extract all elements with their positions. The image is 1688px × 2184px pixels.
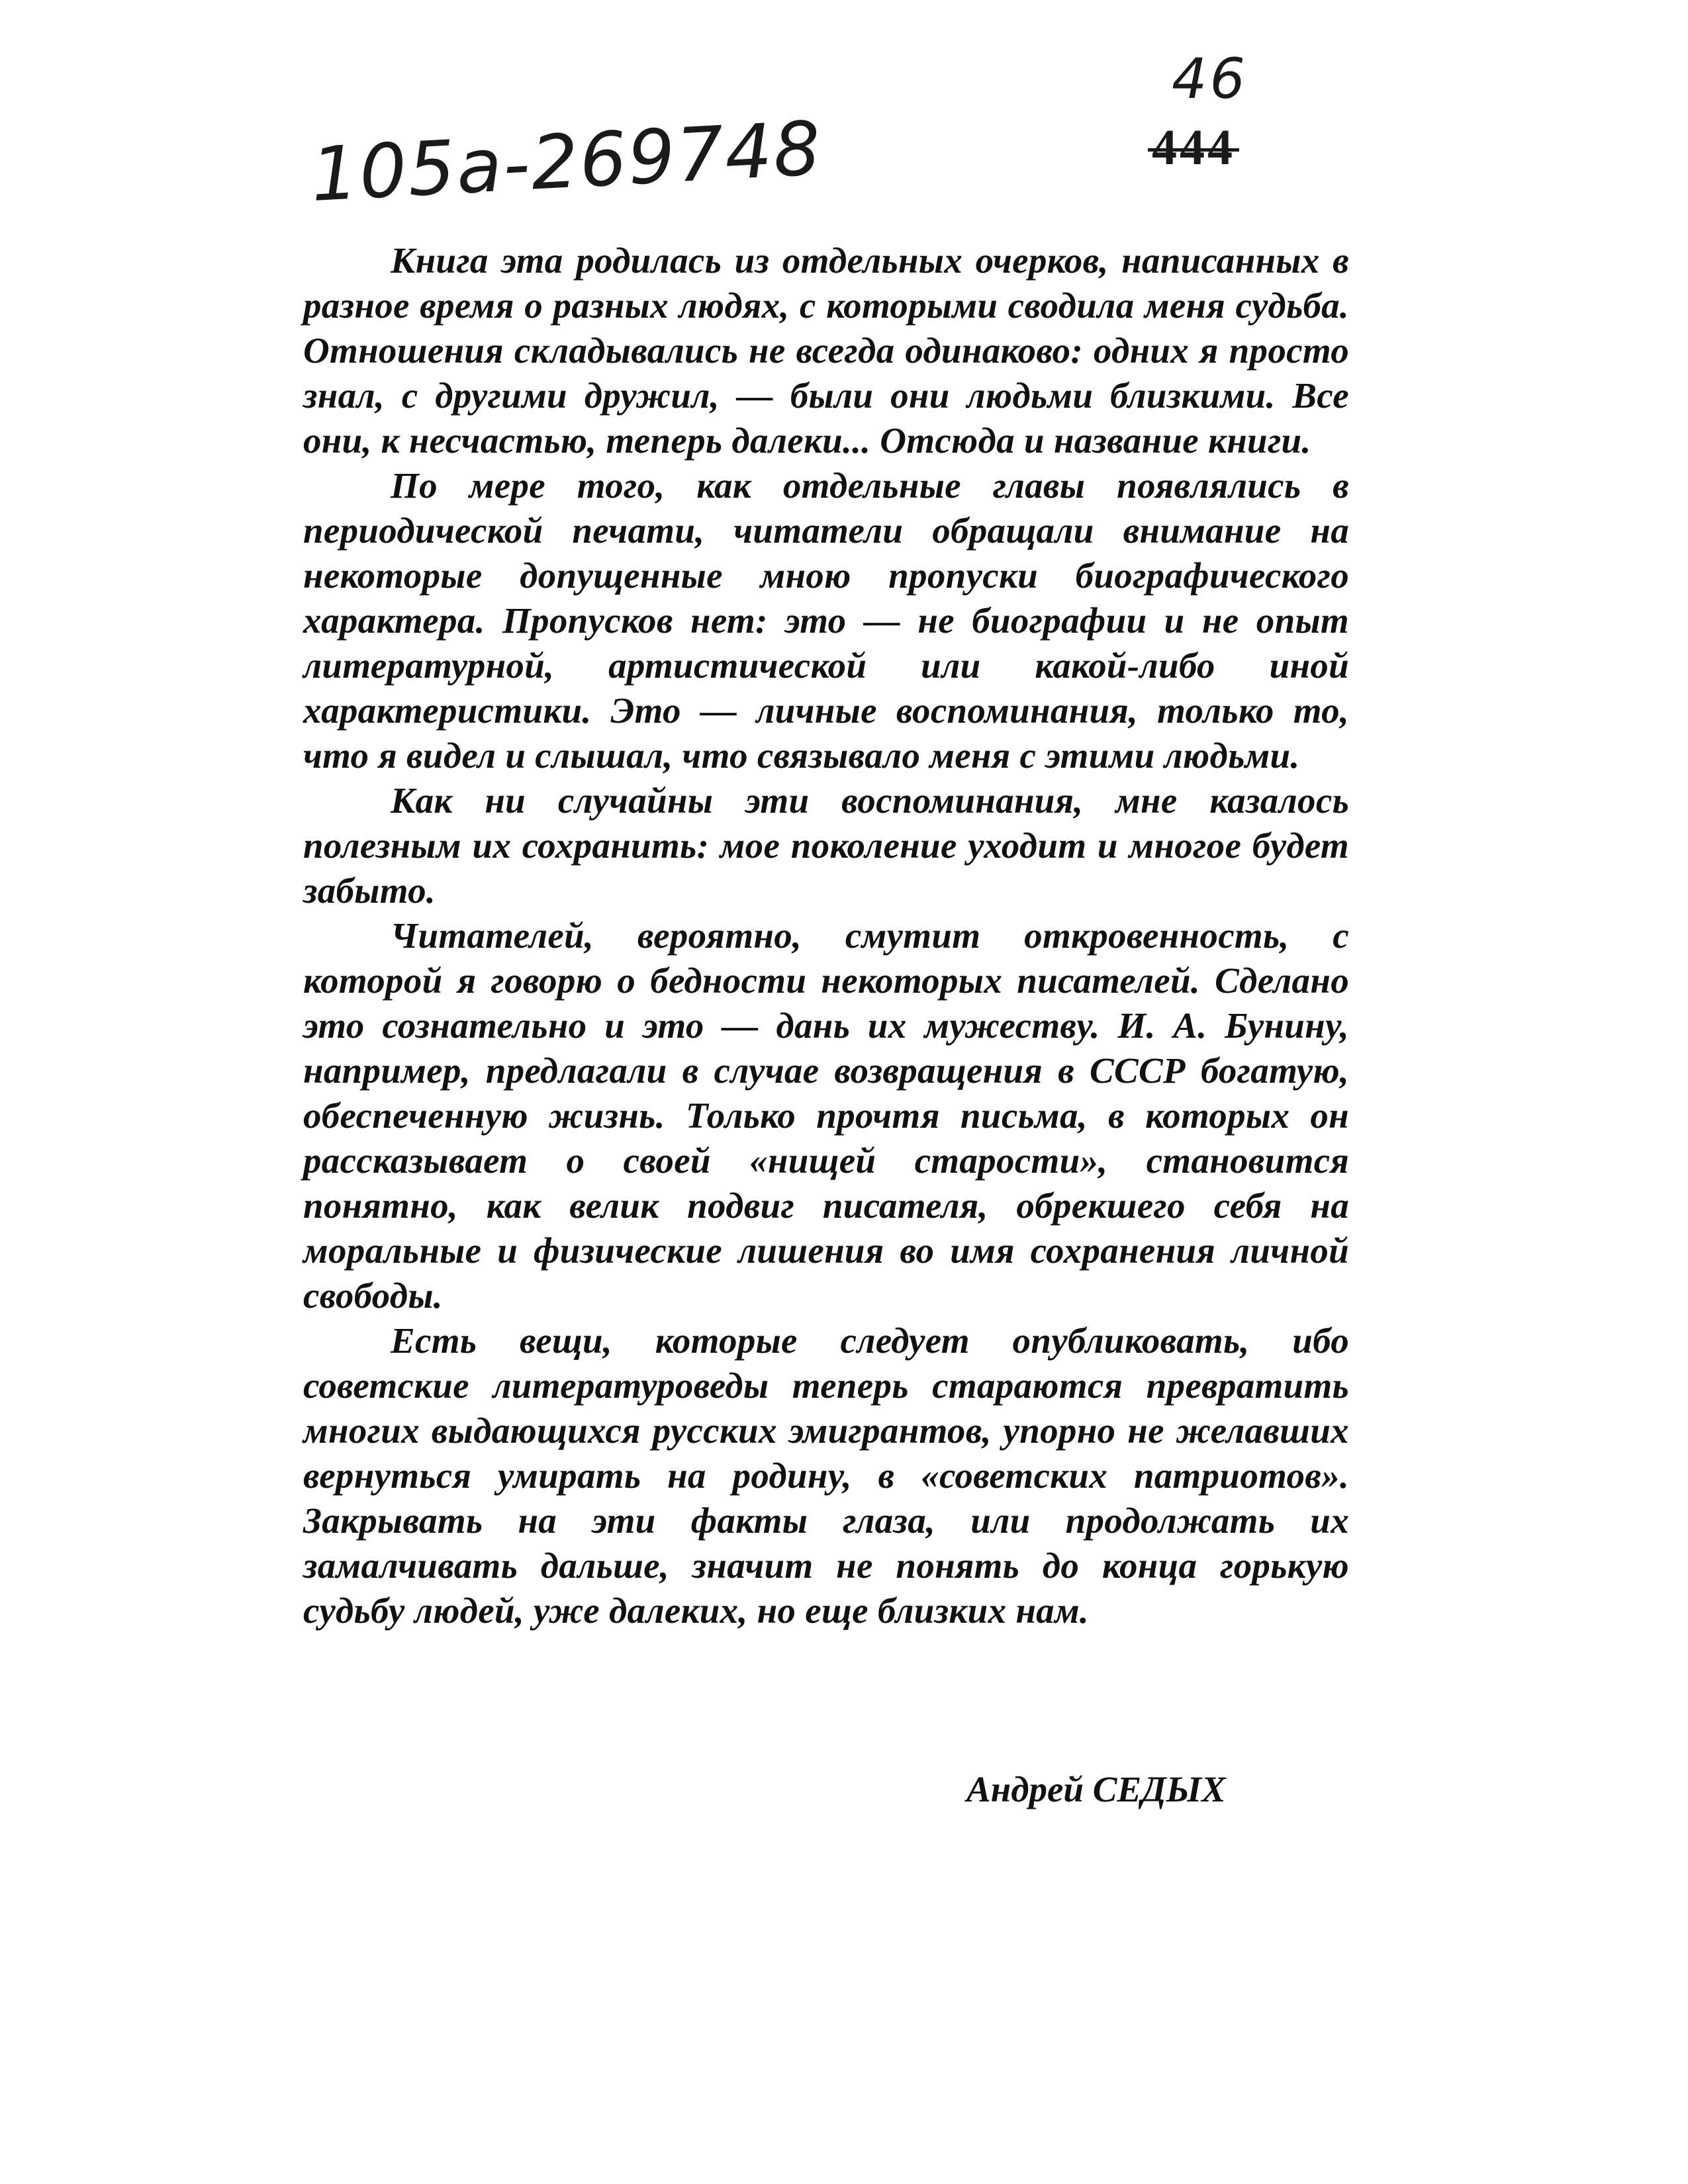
paragraph-4: Читателей, вероятно, смутит откровенность, с которой я говорю о бедности некоторых писателей. Сделано это сознательно и это — дань их мужеству. И. А. Бунину, например, предлагали в случае возвращения в СССР богатую, обеспеченную жизнь. Только прочтя письма, в которых он рассказывает о своей «нищей старости», становится понятно, как велик подвиг писателя, обрекшего себя на моральные и физические лишения во имя сохранения личной свободы. xyxy=(303,915,1349,1316)
paragraph-1: Книга эта родилась из отдельных очерков, написанных в разное время о разных людях, с которыми сводила меня судьба. Отношения складывались не всегда одинаково: одних я просто знал, с другими дружил, — были они людьми близкими. Все они, к несчастью, теперь далеки... Отсюда и название книги. xyxy=(303,240,1349,461)
author-signature: Андрей СЕДЫХ xyxy=(966,1769,1226,1809)
page-number: 444 xyxy=(1152,120,1235,175)
preface-text xyxy=(303,238,1349,1633)
paragraph-2: По мере того, как отдельные главы появлялись в периодической печати, читатели обращали внимание на некоторые допущенные мною пропуски биографического характера. Пропусков нет: это — не биографии и не опыт литературной, артистической или какой-либо иной характеристики. Это — личные воспоминания, только то, что я видел и слышал, что связывало меня с этими людьми. xyxy=(303,465,1349,776)
paragraph-3: Как ни случайны эти воспоминания, мне казалось полезным их сохранить: мое поколение уходит и многое будет забыто. xyxy=(303,780,1349,911)
paragraph-5: Есть вещи, которые следует опубликовать, ибо советские литературоведы теперь стараются превратить многих выдающихся русских эмигрантов, упорно не желавших вернуться умирать на родину, в «советских патриотов». Закрывать на эти факты глаза, или продолжать их замалчивать дальше, значит не понять до конца горькую судьбу людей, уже далеких, но еще близких нам. xyxy=(303,1320,1349,1631)
handwritten-top-mark: 46 xyxy=(1172,46,1248,111)
handwritten-catalog-number: 105a-269748 xyxy=(308,105,824,218)
